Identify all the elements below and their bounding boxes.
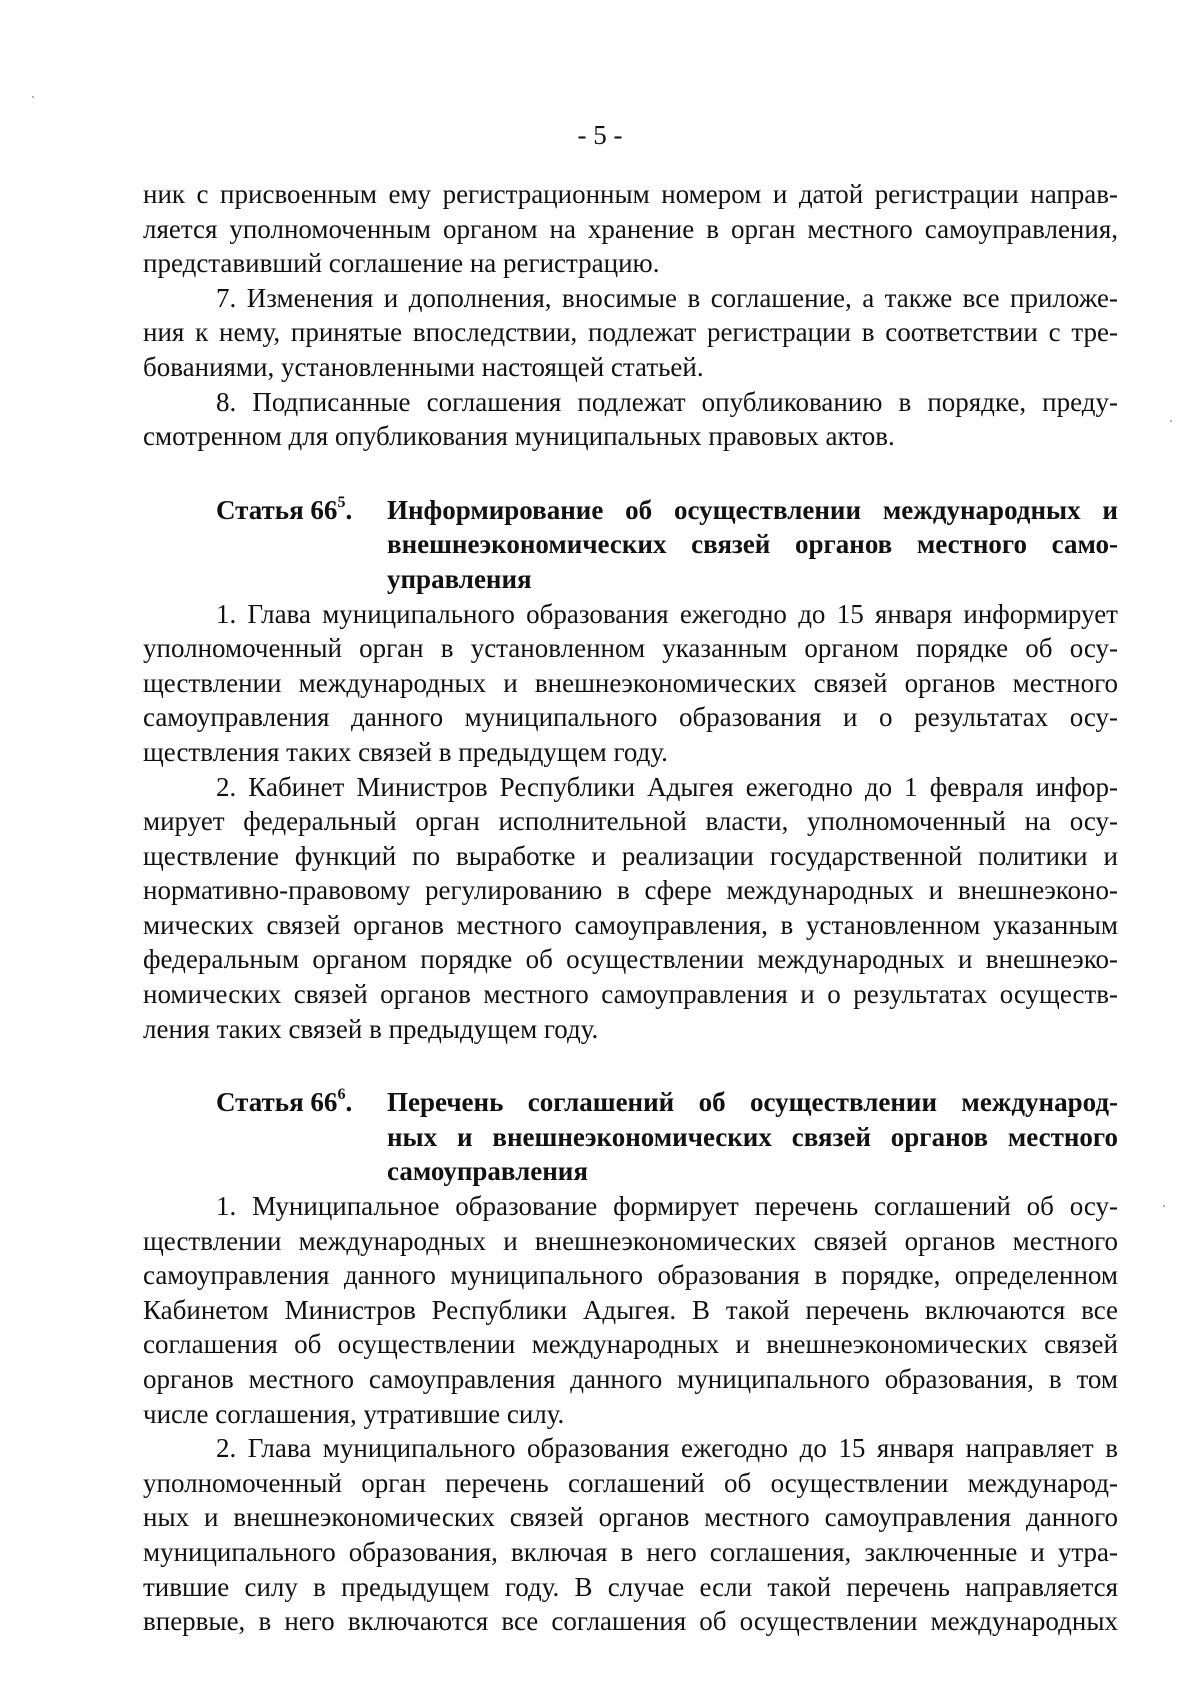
- text-line: нормативно-правовому регулированию в сфере международных и внешнеэконо-: [143, 875, 1118, 906]
- text-line: органов местного самоуправления данного муниципального образования, в том: [143, 1364, 1118, 1394]
- article-66-6-heading: [143, 1085, 1118, 1189]
- text-line: бованиями, установленными настоящей статьей.: [143, 351, 704, 382]
- text-line: уполномоченный орган в установленном указанным органом порядке об осу-: [143, 633, 1118, 664]
- paragraph-8: [143, 385, 1118, 454]
- text-line: 1. Муниципальное образование формирует перечень соглашений об осу-: [216, 1191, 1118, 1222]
- article-66-5-paragraph-2: [143, 770, 1118, 1047]
- scan-speck: [1170, 420, 1172, 422]
- text-line: номических связей органов местного самоуправления и о результатах осуществ-: [143, 979, 1118, 1010]
- text-line: смотренном для опубликования муниципальных правовых актов.: [143, 421, 895, 452]
- text-line: муниципального образования, включая в него соглашения, заключенные и утра-: [143, 1536, 1118, 1567]
- title-line: самоуправления: [387, 1156, 588, 1187]
- text-line: Кабинетом Министров Республики Адыгея. В такой перечень включаются все: [143, 1294, 1118, 1325]
- title-line: Информирование об осуществлении международных и: [387, 494, 1118, 525]
- article-66-5-paragraph-1: [143, 597, 1118, 770]
- text-line: 1. Глава муниципального образования ежегодно до 15 января информирует: [216, 598, 1118, 629]
- text-line: ществление функций по выработке и реализации государственной политики и: [143, 840, 1118, 871]
- document-body: [143, 177, 1118, 1639]
- title-line: управления: [387, 563, 532, 594]
- text-line: соглашения об осуществлении международных и внешнеэкономических связей: [143, 1329, 1118, 1360]
- text-line: мических связей органов местного самоуправления, в установленном указанным: [143, 909, 1118, 940]
- text-line: 8. Подписанные соглашения подлежат опубликованию в порядке, преду-: [216, 386, 1118, 417]
- spacer: [143, 454, 1118, 476]
- text-line: числе соглашения, утратившие силу.: [143, 1398, 565, 1429]
- text-line: ния к нему, принятые впоследствии, подлежат регистрации в соответствии с тре-: [143, 317, 1118, 348]
- text-line: 7. Изменения и дополнения, вносимые в соглашение, а также все приложе-: [216, 282, 1118, 313]
- title-line: ных и внешнеэкономических связей органов местного: [387, 1121, 1118, 1152]
- text-line: ществления таких связей в предыдущем году.: [143, 736, 668, 767]
- text-line: ществлении международных и внешнеэкономических связей органов местного: [143, 1225, 1118, 1256]
- title-line: внешнеэкономических связей органов местного само-: [387, 529, 1118, 560]
- text-line: впервые, в него включаются все соглашения об осуществлении международных: [143, 1606, 1118, 1637]
- paragraph-7: [143, 281, 1118, 385]
- intro-paragraph: [143, 177, 1118, 281]
- text-line: ляется уполномоченным органом на хранение в орган местного самоуправления,: [143, 213, 1118, 244]
- text-line: мирует федеральный орган исполнительной власти, уполномоченный на осу-: [143, 806, 1118, 837]
- text-line: федеральным органом порядке об осуществлении международных и внешнеэко-: [143, 944, 1118, 975]
- text-line: 2. Глава муниципального образования ежегодно до 15 января направляет в: [216, 1433, 1118, 1464]
- article-66-5-heading: [143, 493, 1118, 597]
- text-line: ник с присвоенным ему регистрационным номером и датой регистрации направ-: [143, 179, 1118, 209]
- text-line: уполномоченный орган перечень соглашений об осуществлении международ-: [143, 1467, 1118, 1498]
- text-line: ных и внешнеэкономических связей органов местного самоуправления данного: [143, 1502, 1118, 1533]
- article-66-6-paragraph-2: [143, 1431, 1118, 1639]
- scan-speck: [32, 96, 34, 98]
- article-number: Статья $66^6$.: [216, 1086, 353, 1118]
- text-line: самоуправления данного муниципального образования в порядке, определенном: [143, 1260, 1118, 1291]
- title-line: Перечень соглашений об осуществлении международ-: [387, 1087, 1118, 1118]
- text-line: 2. Кабинет Министров Республики Адыгея ежегодно до 1 февраля инфор-: [216, 771, 1118, 802]
- text-line: ществлении международных и внешнеэкономических связей органов местного: [143, 667, 1118, 698]
- scan-speck: [1163, 1205, 1165, 1207]
- text-line: представивший соглашение на регистрацию.: [143, 248, 660, 279]
- text-line: ления таких связей в предыдущем году.: [143, 1013, 599, 1044]
- article-title: [387, 1085, 1118, 1189]
- article-title: [387, 493, 1118, 597]
- article-number: Статья $66^5$.: [216, 493, 353, 525]
- article-66-6-paragraph-1: [143, 1189, 1118, 1431]
- spacer: [143, 1046, 1118, 1068]
- text-line: самоуправления данного муниципального образования и о результатах осу-: [143, 702, 1118, 733]
- page-number: - 5 -: [577, 120, 623, 150]
- text-line: тившие силу в предыдущем году. В случае если такой перечень направляется: [143, 1571, 1118, 1602]
